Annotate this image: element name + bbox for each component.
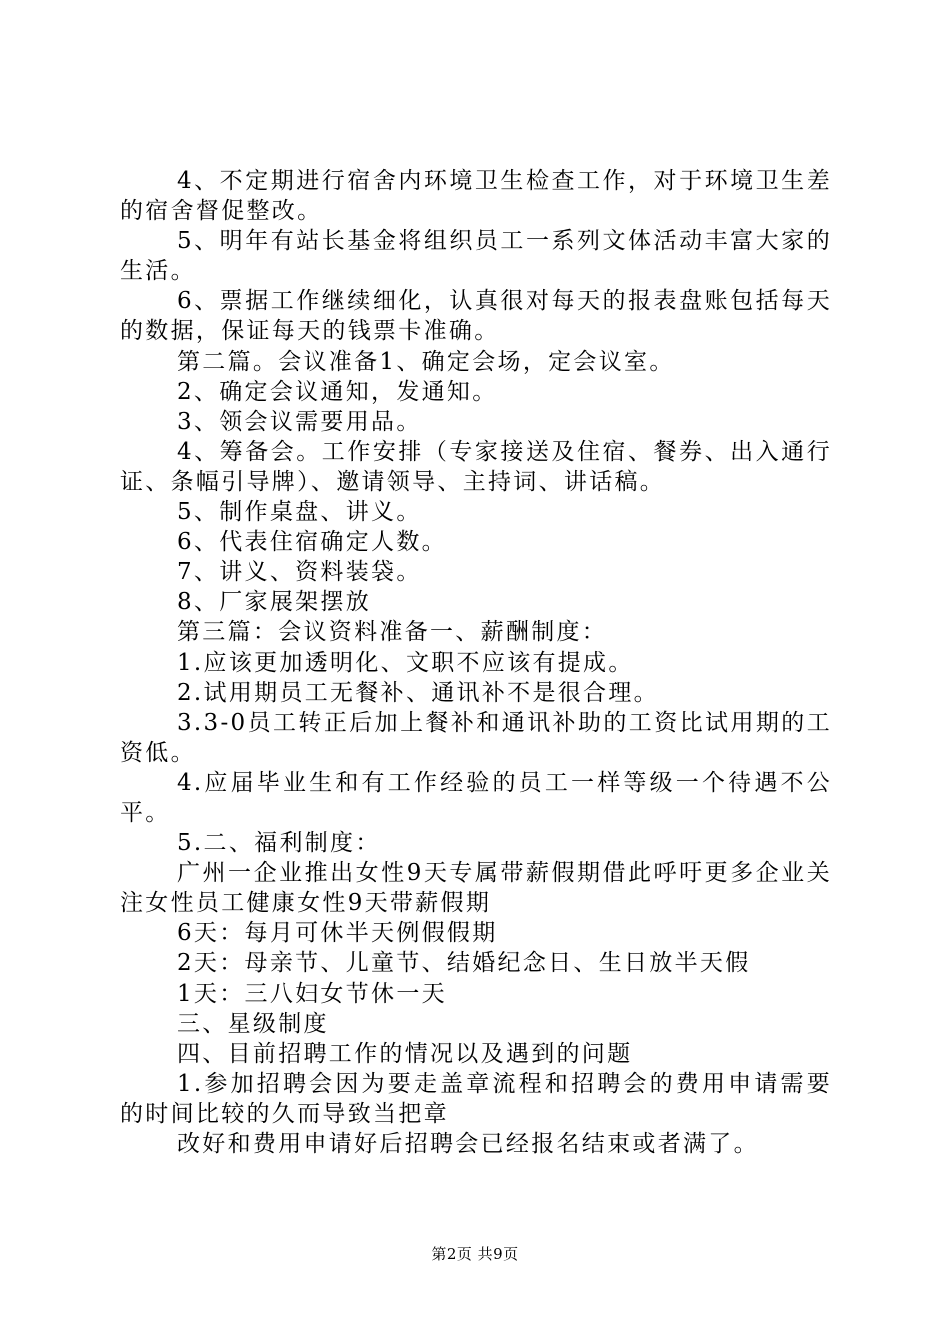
- paragraph-15: 3.3-0员工转正后加上餐补和通讯补助的工资比试用期的工资低。: [120, 709, 832, 766]
- paragraph-19: 6天：每月可休半天例假假期: [177, 920, 498, 947]
- page-footer: 第2页 共9页: [431, 1245, 519, 1263]
- paragraph-3: 6、票据工作继续细化，认真很对每天的报表盘账包括每天的数据，保证每天的钱票卡准确。: [120, 288, 832, 345]
- paragraph-16: 4.应届毕业生和有工作经验的员工一样等级一个待遇不公平。: [120, 769, 832, 826]
- paragraph-17: 5.二、福利制度：: [177, 830, 381, 857]
- paragraph-7: 4、筹备会。工作安排（专家接送及住宿、餐券、出入通行证、条幅引导牌）、邀请领导、主持词、讲话稿。: [120, 438, 832, 495]
- paragraph-22: 三、星级制度: [177, 1010, 329, 1037]
- paragraph-25: 改好和费用申请好后招聘会已经报名结束或者满了。: [177, 1131, 759, 1157]
- document-body: [120, 166, 832, 1159]
- paragraph-20: 2天：母亲节、儿童节、结婚纪念日、生日放半天假: [177, 950, 751, 977]
- paragraph-2: 5、明年有站长基金将组织员工一系列文体活动丰富大家的生活。: [120, 228, 832, 285]
- paragraph-8: 5、制作桌盘、讲义。: [177, 499, 422, 526]
- paragraph-14: 2.试用期员工无餐补、通讯补不是很合理。: [177, 679, 659, 706]
- section-heading-3: 第三篇：会议资料准备一、薪酬制度：: [177, 619, 608, 646]
- paragraph-1: 4、不定期进行宿舍内环境卫生检查工作，对于环境卫生差的宿舍督促整改。: [120, 168, 832, 225]
- paragraph-21: 1天：三八妇女节休一天: [177, 980, 447, 1007]
- paragraph-13: 1.应该更加透明化、文职不应该有提成。: [177, 649, 634, 676]
- paragraph-10: 7、讲义、资料装袋。: [177, 559, 422, 586]
- paragraph-9: 6、代表住宿确定人数。: [177, 529, 447, 556]
- paragraph-5: 2、确定会议通知，发通知。: [177, 378, 498, 405]
- paragraph-23: 四、目前招聘工作的情况以及遇到的问题: [177, 1040, 633, 1067]
- paragraph-6: 3、领会议需要用品。: [177, 408, 422, 435]
- paragraph-11: 8、厂家展架摆放: [177, 589, 372, 616]
- paragraph-18: 广州一企业推出女性9天专属带薪假期借此呼吁更多企业关注女性员工健康女性9天带薪假期: [120, 860, 832, 917]
- section-heading-2: 第二篇。会议准备1、确定会场，定会议室。: [177, 348, 675, 375]
- paragraph-24: 1.参加招聘会因为要走盖章流程和招聘会的费用申请需要的时间比较的久而导致当把章: [120, 1070, 832, 1127]
